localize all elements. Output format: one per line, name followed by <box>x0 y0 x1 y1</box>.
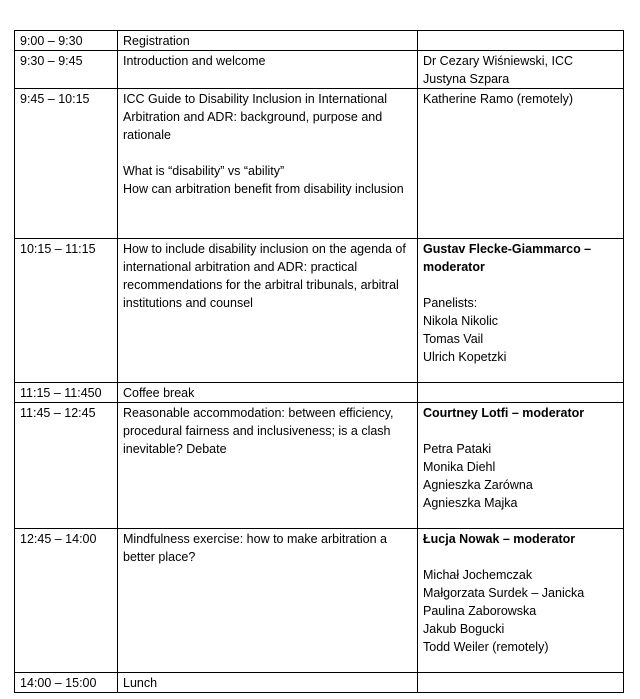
topic-cell <box>118 673 418 693</box>
time-cell <box>15 239 118 383</box>
topic-text: Introduction and welcome <box>123 54 266 68</box>
topic-text: Reasonable accommodation: between efficiency, procedural fairness and inclusiveness; is a clash inevitable? Debate <box>123 406 394 456</box>
speaker-name: Michał Jochemczak <box>423 568 533 582</box>
panelists-label: Panelists: <box>423 296 478 310</box>
speaker-name: Nikola Nikolic <box>423 314 499 328</box>
topic-cell <box>118 239 418 383</box>
speaker-name: Tomas Vail <box>423 332 484 346</box>
speakers-cell <box>418 403 624 529</box>
time-text: 11:45 – 12:45 <box>20 406 96 420</box>
table-row <box>15 31 624 51</box>
topic-text: How to include disability inclusion on the agenda of international arbitration and ADR: practical recommendations for the arbitral tribunals, arbitral institutions and counsel <box>123 242 406 310</box>
topic-cell <box>118 31 418 51</box>
topic-cell <box>118 89 418 239</box>
time-cell <box>15 383 118 403</box>
speakers-cell <box>418 51 624 89</box>
time-text: 12:45 – 14:00 <box>20 532 97 546</box>
topic-text: ICC Guide to Disability Inclusion in International Arbitration and ADR: background, purpose and rationale <box>123 92 388 142</box>
speakers-cell <box>418 89 624 239</box>
time-text: 10:15 – 11:15 <box>20 242 96 256</box>
time-text: 9:45 – 10:15 <box>20 92 90 106</box>
topic-text: How can arbitration benefit from disability inclusion <box>123 182 404 196</box>
speaker-name: Katherine Ramo (remotely) <box>423 92 574 106</box>
speaker-name: Jakub Bogucki <box>423 622 505 636</box>
speaker-name: Todd Weiler (remotely) <box>423 640 549 654</box>
time-text: 9:00 – 9:30 <box>20 34 83 48</box>
time-cell <box>15 51 118 89</box>
speaker-name: Petra Pataki <box>423 442 492 456</box>
time-text: 11:15 – 11:450 <box>20 386 102 400</box>
table-row <box>15 529 624 673</box>
topic-text: Mindfulness exercise: how to make arbitration a better place? <box>123 532 388 564</box>
moderator-name: Courtney Lotfi – moderator <box>423 406 585 420</box>
speakers-cell <box>418 383 624 403</box>
topic-text: What is “disability” vs “ability” <box>123 164 285 178</box>
topic-cell <box>118 51 418 89</box>
time-cell <box>15 31 118 51</box>
topic-text: Registration <box>123 34 190 48</box>
speaker-name: Agnieszka Zarówna <box>423 478 533 492</box>
speakers-cell <box>418 31 624 51</box>
agenda-table <box>14 30 624 693</box>
speaker-name: Agnieszka Majka <box>423 496 518 510</box>
table-row <box>15 51 624 89</box>
time-text: 14:00 – 15:00 <box>20 676 97 690</box>
time-text: 9:30 – 9:45 <box>20 54 83 68</box>
topic-text: Lunch <box>123 676 158 690</box>
table-row <box>15 383 624 403</box>
table-row <box>15 403 624 529</box>
time-cell <box>15 403 118 529</box>
table-row <box>15 89 624 239</box>
moderator-name: Gustav Flecke-Giammarco – moderator <box>423 242 592 274</box>
speaker-name: Monika Diehl <box>423 460 496 474</box>
topic-cell <box>118 403 418 529</box>
speaker-name: Ulrich Kopetzki <box>423 350 507 364</box>
table-row <box>15 673 624 693</box>
time-cell <box>15 673 118 693</box>
speakers-cell <box>418 529 624 673</box>
speakers-cell <box>418 673 624 693</box>
speaker-name: Małgorzata Surdek – Janicka <box>423 586 585 600</box>
time-cell <box>15 529 118 673</box>
speaker-name: Justyna Szpara <box>423 72 510 86</box>
topic-text: Coffee break <box>123 386 195 400</box>
speakers-cell <box>418 239 624 383</box>
speaker-name: Paulina Zaborowska <box>423 604 537 618</box>
speaker-name: Dr Cezary Wiśniewski, ICC <box>423 54 574 68</box>
table-row <box>15 239 624 383</box>
topic-cell <box>118 529 418 673</box>
topic-cell <box>118 383 418 403</box>
time-cell <box>15 89 118 239</box>
moderator-name: Łucja Nowak – moderator <box>423 532 576 546</box>
